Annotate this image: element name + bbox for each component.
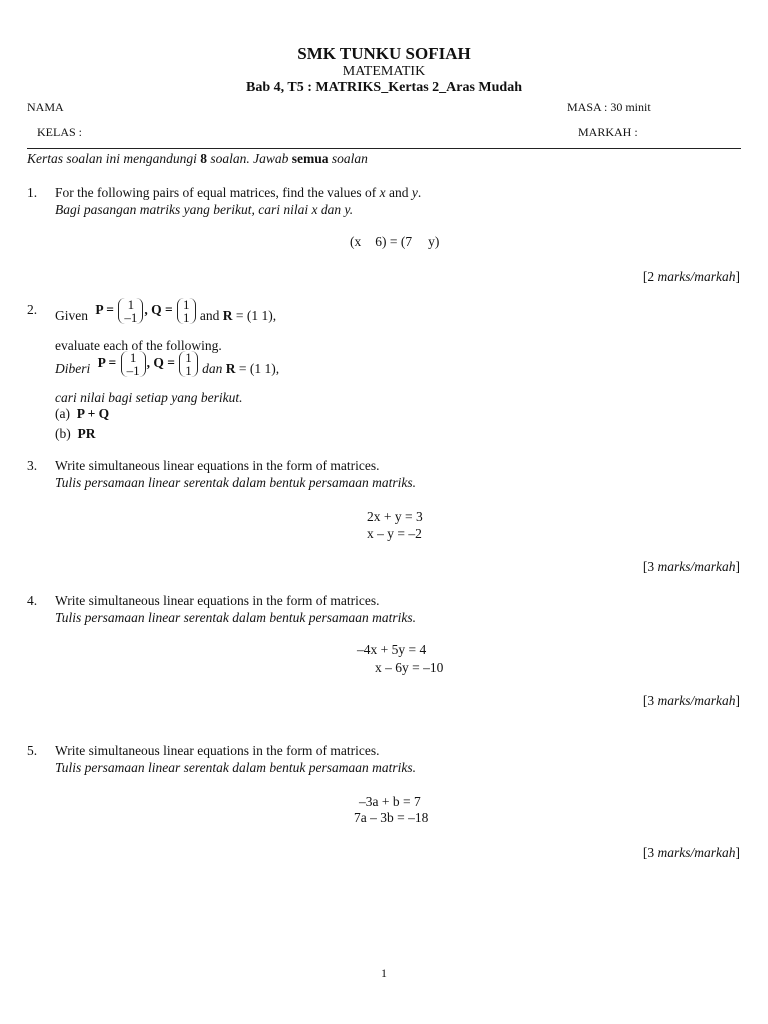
q2-diberi: Diberi	[55, 361, 91, 377]
q1-marks: [2 marks/markah]	[642, 269, 740, 284]
q2-dan: dan	[202, 361, 223, 377]
nama-label: NAMA	[27, 100, 64, 114]
q3-eq2: x – y = –2	[367, 526, 422, 541]
q5-text-my: Tulis persamaan linear serentak dalam bentuk persamaan matriks.	[55, 760, 416, 775]
q2-matrix-p: 1 –1	[118, 298, 143, 324]
q2-p-label: P =	[95, 302, 114, 318]
q4-eq1: –4x + 5y = 4	[357, 642, 427, 657]
q5-eq2: 7a – 3b = –18	[354, 810, 429, 825]
school-name: SMK TUNKU SOFIAH	[297, 44, 471, 63]
q2-evaluate: evaluate each of the following.	[55, 338, 222, 353]
q2-number: 2.	[27, 302, 38, 317]
q3-text-en: Write simultaneous linear equations in the form of matrices.	[55, 458, 380, 473]
q2-matrix-p-my: 1 –1	[121, 351, 146, 377]
q2-r-label: R	[222, 308, 233, 324]
page-number: 1	[381, 966, 387, 980]
q2-and: and	[199, 308, 220, 324]
q1-text-en: For the following pairs of equal matrices, find the values of x and y.	[55, 185, 422, 200]
q2-diberi-line	[55, 351, 279, 377]
q2-cari: cari nilai bagi setiap yang berikut.	[55, 390, 243, 405]
q3-marks: [3 marks/markah]	[642, 559, 740, 574]
kelas-label: KELAS :	[37, 125, 82, 139]
q3-number: 3.	[27, 458, 38, 473]
q2-part-a: (a) P + Q	[55, 406, 110, 421]
q1-eq-right: y)	[428, 234, 440, 249]
q4-text-my: Tulis persamaan linear serentak dalam bentuk persamaan matriks.	[55, 610, 416, 625]
q2-matrix-q-my: 1 1	[179, 351, 198, 377]
header-divider	[27, 148, 741, 149]
chapter-title: Bab 4, T5 : MATRIKS_Kertas 2_Aras Mudah	[245, 80, 522, 95]
q1-eq-left-b: 6) = (7	[375, 234, 413, 249]
masa-label: MASA : 30 minit	[567, 100, 651, 114]
markah-label: MARKAH :	[578, 125, 638, 139]
q2-r-value-my: = (1 1),	[238, 361, 280, 377]
q4-marks: [3 marks/markah]	[642, 693, 740, 708]
q4-text-en: Write simultaneous linear equations in the form of matrices.	[55, 593, 380, 608]
q2-q-label-my: , Q =	[146, 355, 175, 371]
q4-number: 4.	[27, 593, 38, 608]
q5-number: 5.	[27, 743, 38, 758]
q5-text-en: Write simultaneous linear equations in the form of matrices.	[55, 743, 380, 758]
q2-p-label-my: P =	[97, 355, 117, 371]
q2-given-line	[55, 298, 276, 324]
q2-r-label-my: R	[225, 361, 236, 377]
subject-title: MATEMATIK	[342, 64, 426, 79]
q2-matrix-q: 1 1	[177, 298, 196, 324]
q1-eq-left-a: (x	[350, 234, 362, 249]
q4-eq2: x – 6y = –10	[375, 660, 444, 675]
q1-number: 1.	[27, 185, 38, 200]
q5-marks: [3 marks/markah]	[642, 845, 740, 860]
q5-eq1: –3a + b = 7	[359, 794, 421, 809]
q1-equation	[350, 234, 439, 250]
q2-given: Given	[55, 308, 88, 324]
q3-text-my: Tulis persamaan linear serentak dalam bentuk persamaan matriks.	[55, 475, 416, 490]
instruction: Kertas soalan ini mengandungi 8 soalan. Jawab semua soalan	[27, 151, 368, 166]
q1-text-my: Bagi pasangan matriks yang berikut, cari nilai x dan y.	[55, 202, 354, 217]
q2-r-value: = (1 1),	[235, 308, 277, 324]
q3-eq1: 2x + y = 3	[367, 509, 423, 524]
q2-part-b: (b) PR	[55, 426, 96, 441]
q2-q-label: , Q =	[144, 302, 173, 318]
